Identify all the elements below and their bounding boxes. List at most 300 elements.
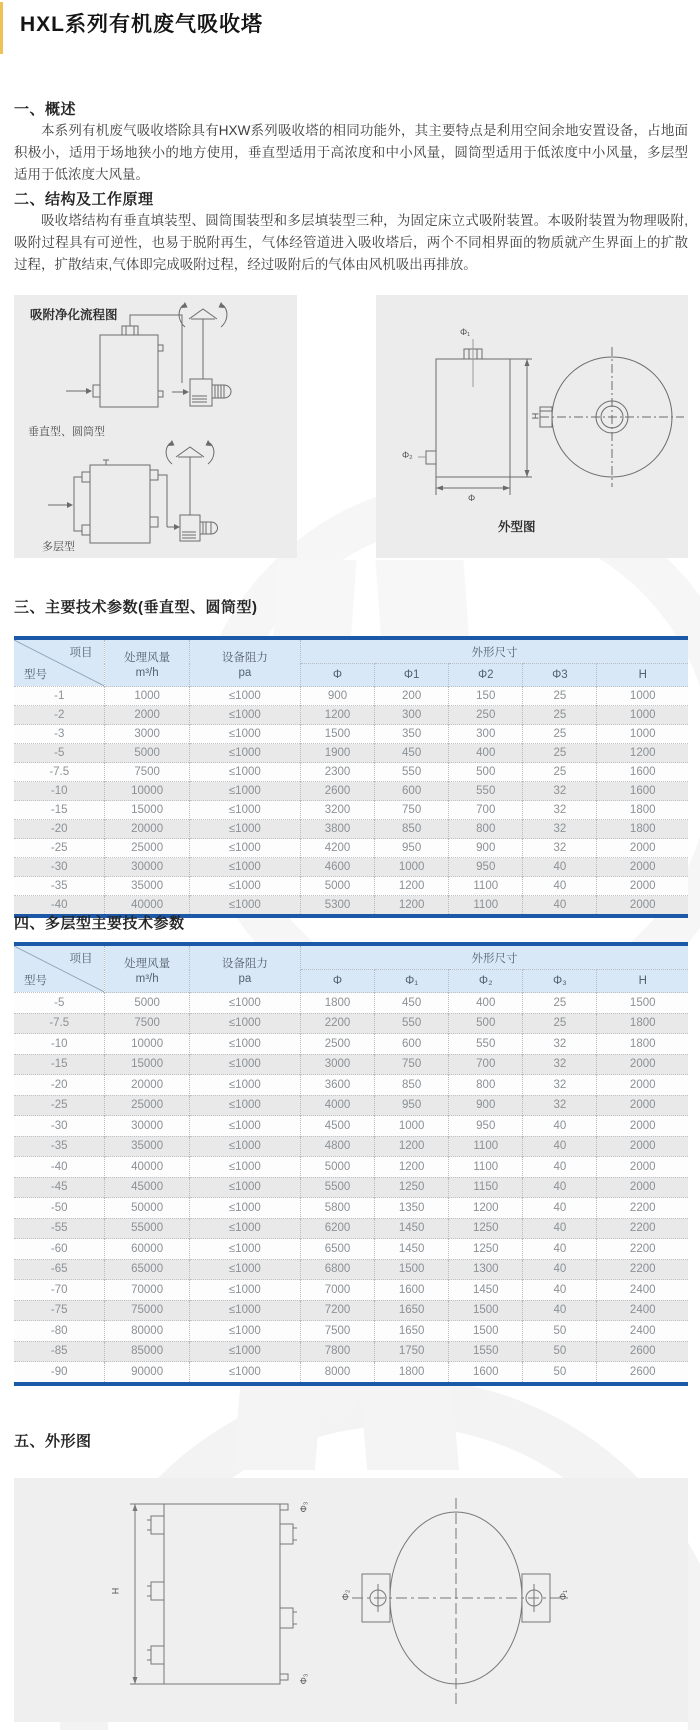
- table-cell: 40: [523, 1116, 597, 1137]
- table-cell: 25: [523, 763, 597, 782]
- table-cell: 1800: [300, 993, 374, 1014]
- table-cell: 32: [523, 839, 597, 858]
- table-cell: ≤1000: [189, 1034, 300, 1055]
- table-row: [14, 1321, 688, 1342]
- table-cell: 1750: [375, 1341, 449, 1362]
- table-cell: 1450: [449, 1280, 523, 1301]
- table-row: [14, 687, 688, 706]
- table-cell: 40: [523, 1177, 597, 1198]
- table-cell: 1600: [449, 1362, 523, 1382]
- table-cell: 30000: [105, 1116, 189, 1137]
- table-cell: 500: [449, 763, 523, 782]
- table-cell: 600: [375, 782, 449, 801]
- table-cell: -3: [14, 725, 105, 744]
- table-cell: 50000: [105, 1198, 189, 1219]
- table-cell: -7.5: [14, 1013, 105, 1034]
- table-cell: ≤1000: [189, 1198, 300, 1219]
- table-cell: 15000: [105, 1054, 189, 1075]
- table-cell: 25000: [105, 1095, 189, 1116]
- table-cell: 32: [523, 1054, 597, 1075]
- table-cell: ≤1000: [189, 782, 300, 801]
- table-cell: 1450: [375, 1218, 449, 1239]
- table-row: [14, 1198, 688, 1219]
- table-cell: 2200: [597, 1198, 688, 1219]
- table-row: [14, 858, 688, 877]
- corner-header-cell: [14, 640, 105, 687]
- table-cell: 40: [523, 1280, 597, 1301]
- table-cell: 3600: [300, 1075, 374, 1096]
- table-cell: 45000: [105, 1177, 189, 1198]
- table-cell: 5000: [105, 744, 189, 763]
- table-cell: 8000: [300, 1362, 374, 1382]
- table-cell: 1000: [597, 687, 688, 706]
- table-cell: 1250: [449, 1218, 523, 1239]
- table-cell: 10000: [105, 1034, 189, 1055]
- table-cell: -50: [14, 1198, 105, 1219]
- table-cell: ≤1000: [189, 725, 300, 744]
- table-cell: -7.5: [14, 763, 105, 782]
- page-title: HXL系列有机废气吸收塔: [20, 13, 263, 36]
- table-row: [14, 1075, 688, 1096]
- dim-col-header: Φ: [300, 664, 374, 687]
- table-cell: 32: [523, 820, 597, 839]
- table-cell: ≤1000: [189, 706, 300, 725]
- table-cell: 1250: [449, 1239, 523, 1260]
- table-cell: -15: [14, 801, 105, 820]
- table-cell: 1000: [105, 687, 189, 706]
- table-cell: 4600: [300, 858, 374, 877]
- table-cell: -65: [14, 1259, 105, 1280]
- table-cell: 25: [523, 725, 597, 744]
- table-cell: -10: [14, 782, 105, 801]
- table-cell: 85000: [105, 1341, 189, 1362]
- table-cell: 7200: [300, 1300, 374, 1321]
- table-cell: 2000: [597, 1136, 688, 1157]
- table-cell: 1550: [449, 1341, 523, 1362]
- table-cell: -80: [14, 1321, 105, 1342]
- table-cell: 32: [523, 1095, 597, 1116]
- table2-heading: 四、多层型主要技术参数: [14, 915, 185, 932]
- table-cell: -90: [14, 1362, 105, 1382]
- page-edge-accent: [0, 2, 3, 54]
- table-row: [14, 782, 688, 801]
- table-cell: -20: [14, 820, 105, 839]
- table-cell: -35: [14, 1136, 105, 1157]
- table-cell: -30: [14, 858, 105, 877]
- table-cell: -5: [14, 744, 105, 763]
- table-row: [14, 820, 688, 839]
- phi3-top-label: Φ₃: [298, 1501, 309, 1513]
- corner-top-label: 项目: [69, 647, 93, 659]
- table-cell: 5000: [105, 993, 189, 1014]
- outline-panel-top: [376, 295, 688, 558]
- table-cell: 900: [449, 839, 523, 858]
- table-cell: 1500: [375, 1259, 449, 1280]
- table-cell: 35000: [105, 877, 189, 896]
- phi3-bottom-label: Φ₃: [298, 1673, 309, 1685]
- table-cell: 35000: [105, 1136, 189, 1157]
- table-cell: ≤1000: [189, 1136, 300, 1157]
- dim-col-header: Φ₁: [375, 970, 449, 993]
- table-cell: 5000: [300, 1157, 374, 1178]
- table-cell: 400: [449, 993, 523, 1014]
- table-cell: 1100: [449, 896, 523, 915]
- table-row: [14, 1218, 688, 1239]
- table-cell: 25000: [105, 839, 189, 858]
- table-cell: 40000: [105, 1157, 189, 1178]
- table-cell: 450: [375, 744, 449, 763]
- table-cell: 50: [523, 1341, 597, 1362]
- table-cell: 1000: [375, 858, 449, 877]
- table-cell: 2200: [597, 1239, 688, 1260]
- table-cell: 40: [523, 1218, 597, 1239]
- table-cell: 1200: [300, 706, 374, 725]
- table-cell: 1500: [300, 725, 374, 744]
- table-cell: 550: [449, 782, 523, 801]
- table-cell: 6800: [300, 1259, 374, 1280]
- table-cell: 550: [449, 1034, 523, 1055]
- table-cell: -25: [14, 839, 105, 858]
- table-cell: 450: [375, 993, 449, 1014]
- height-dim-label: H: [110, 1587, 121, 1595]
- table-cell: 2000: [597, 896, 688, 915]
- table-cell: 2600: [597, 1362, 688, 1382]
- table-cell: -45: [14, 1177, 105, 1198]
- table-cell: 1500: [449, 1300, 523, 1321]
- table-cell: 600: [375, 1034, 449, 1055]
- table-cell: 2200: [597, 1218, 688, 1239]
- table-row: [14, 1239, 688, 1260]
- table-cell: 32: [523, 1034, 597, 1055]
- corner-bottom-label: 型号: [24, 975, 47, 987]
- table-cell: 550: [375, 1013, 449, 1034]
- table-cell: 1800: [597, 1013, 688, 1034]
- table-cell: 400: [449, 744, 523, 763]
- table-cell: 1300: [449, 1259, 523, 1280]
- table-row: [14, 725, 688, 744]
- table-cell: 500: [449, 1013, 523, 1034]
- table-cell: ≤1000: [189, 858, 300, 877]
- table-cell: 4500: [300, 1116, 374, 1137]
- table-row: [14, 1280, 688, 1301]
- table-cell: 1800: [597, 820, 688, 839]
- table-cell: 4800: [300, 1136, 374, 1157]
- table-cell: 2400: [597, 1280, 688, 1301]
- flow-diagram-title: 吸附净化流程图: [30, 308, 118, 322]
- table-cell: 850: [375, 1075, 449, 1096]
- table-cell: 950: [449, 1116, 523, 1137]
- multilayer-type-label: 多层型: [42, 541, 75, 553]
- corner-bottom-label: 型号: [24, 669, 47, 681]
- table-cell: 1800: [375, 1362, 449, 1382]
- table-cell: 1800: [597, 1034, 688, 1055]
- table-cell: 7500: [105, 1013, 189, 1034]
- table-row: [14, 1136, 688, 1157]
- table-cell: 32: [523, 782, 597, 801]
- table-cell: 2000: [597, 877, 688, 896]
- table-cell: 70000: [105, 1280, 189, 1301]
- table-cell: ≤1000: [189, 687, 300, 706]
- table-cell: 2000: [105, 706, 189, 725]
- table-cell: 65000: [105, 1259, 189, 1280]
- outline-panel-bottom: [14, 1478, 688, 1722]
- table-cell: 1350: [375, 1198, 449, 1219]
- table-cell: 1450: [375, 1239, 449, 1260]
- table-cell: 950: [449, 858, 523, 877]
- table-cell: ≤1000: [189, 1280, 300, 1301]
- table-cell: ≤1000: [189, 1054, 300, 1075]
- table-cell: ≤1000: [189, 744, 300, 763]
- table-cell: ≤1000: [189, 993, 300, 1014]
- table-row: [14, 1300, 688, 1321]
- table-cell: 850: [375, 820, 449, 839]
- multilayer-type-table: [14, 946, 688, 1382]
- vertical-type-label: 垂直型、圆筒型: [28, 426, 105, 438]
- table-cell: 90000: [105, 1362, 189, 1382]
- table-cell: -10: [14, 1034, 105, 1055]
- table-cell: 1500: [449, 1321, 523, 1342]
- table-cell: 2300: [300, 763, 374, 782]
- table-cell: -20: [14, 1075, 105, 1096]
- table-cell: ≤1000: [189, 1075, 300, 1096]
- table-cell: 25: [523, 744, 597, 763]
- multilayer-type-table-wrap: [14, 942, 688, 1386]
- table-cell: -75: [14, 1300, 105, 1321]
- table-cell: 3800: [300, 820, 374, 839]
- table-row: [14, 1157, 688, 1178]
- table-cell: 7500: [105, 763, 189, 782]
- table-cell: ≤1000: [189, 1341, 300, 1362]
- table-cell: 10000: [105, 782, 189, 801]
- flow-diagram-panel: [14, 295, 297, 558]
- table-cell: ≤1000: [189, 877, 300, 896]
- phi1-label: Φ₁: [558, 1589, 569, 1601]
- table-cell: 2000: [597, 1177, 688, 1198]
- dim-col-header: Φ: [300, 970, 374, 993]
- table-cell: 950: [375, 839, 449, 858]
- table-cell: 40: [523, 1157, 597, 1178]
- table-cell: 200: [375, 687, 449, 706]
- table-cell: 800: [449, 1075, 523, 1096]
- table-cell: 1650: [375, 1321, 449, 1342]
- table-cell: 55000: [105, 1218, 189, 1239]
- outline-drawing-bottom: [14, 1478, 688, 1722]
- table-cell: 40: [523, 896, 597, 915]
- table-cell: 1600: [375, 1280, 449, 1301]
- table-cell: ≤1000: [189, 1177, 300, 1198]
- table-cell: 1100: [449, 1136, 523, 1157]
- table-cell: 750: [375, 801, 449, 820]
- vertical-type-table-wrap: [14, 636, 688, 918]
- dimensions-group-header: 外形尺寸: [300, 946, 688, 970]
- table-cell: 32: [523, 801, 597, 820]
- outline-caption: 外型图: [498, 520, 536, 534]
- table-cell: 40: [523, 1239, 597, 1260]
- table-cell: -40: [14, 1157, 105, 1178]
- table-cell: 2600: [300, 782, 374, 801]
- table-cell: 1000: [375, 1116, 449, 1137]
- table-cell: 4200: [300, 839, 374, 858]
- table-cell: 50: [523, 1362, 597, 1382]
- table-cell: -15: [14, 1054, 105, 1075]
- overview-heading: 一、概述: [14, 101, 77, 118]
- table-row: [14, 1034, 688, 1055]
- phi2-label: Φ₂: [402, 450, 413, 460]
- airflow-header: 处理风量 m³/h: [105, 640, 189, 687]
- table-cell: -1: [14, 687, 105, 706]
- resistance-header: 设备阻力 pa: [189, 946, 300, 993]
- table-row: [14, 763, 688, 782]
- table-cell: ≤1000: [189, 1362, 300, 1382]
- table-cell: 900: [449, 1095, 523, 1116]
- table-cell: 40: [523, 858, 597, 877]
- phi1-label: Φ₁: [460, 327, 471, 337]
- table-cell: 1200: [375, 877, 449, 896]
- table-cell: 40: [523, 1136, 597, 1157]
- table-cell: 50: [523, 1321, 597, 1342]
- table-cell: ≤1000: [189, 1259, 300, 1280]
- table-cell: 2400: [597, 1300, 688, 1321]
- overview-paragraph: 本系列有机废气吸收塔除具有HXW系列吸收塔的相同功能外，其主要特点是利用空间余地安置设备，占地面积极小，适用于场地狭小的地方使用，垂直型适用于高浓度和中小风量，圆筒型适用于低浓度中小风量，多层型适用于低浓度大风量。: [14, 123, 688, 182]
- table-cell: ≤1000: [189, 1300, 300, 1321]
- table-cell: 3200: [300, 801, 374, 820]
- table-cell: ≤1000: [189, 1116, 300, 1137]
- dim-col-header: Φ₂: [449, 970, 523, 993]
- structure-heading: 二、结构及工作原理: [14, 191, 154, 208]
- table-cell: 1650: [375, 1300, 449, 1321]
- table-cell: ≤1000: [189, 801, 300, 820]
- table-cell: -35: [14, 877, 105, 896]
- table-cell: 6500: [300, 1239, 374, 1260]
- table-cell: -30: [14, 1116, 105, 1137]
- table-row: [14, 1116, 688, 1137]
- phi-dim-label: Φ: [468, 493, 476, 503]
- table-row: [14, 993, 688, 1014]
- table-cell: 6200: [300, 1218, 374, 1239]
- table-cell: 5000: [300, 877, 374, 896]
- outline-bottom-heading: 五、外形图: [14, 1433, 92, 1450]
- table-cell: 7500: [300, 1321, 374, 1342]
- table-cell: 700: [449, 1054, 523, 1075]
- table-cell: ≤1000: [189, 1218, 300, 1239]
- dimensions-group-header: 外形尺寸: [300, 640, 688, 664]
- table-cell: 80000: [105, 1321, 189, 1342]
- table-cell: 32: [523, 1075, 597, 1096]
- table-cell: ≤1000: [189, 1157, 300, 1178]
- table-cell: 150: [449, 687, 523, 706]
- table-row: [14, 1054, 688, 1075]
- table-cell: -2: [14, 706, 105, 725]
- table-cell: 1100: [449, 1157, 523, 1178]
- table-cell: 350: [375, 725, 449, 744]
- table-cell: ≤1000: [189, 763, 300, 782]
- table-cell: -60: [14, 1239, 105, 1260]
- table-cell: 1200: [375, 1136, 449, 1157]
- table-cell: ≤1000: [189, 896, 300, 915]
- table-cell: 1000: [597, 725, 688, 744]
- dim-col-header: Φ1: [375, 664, 449, 687]
- table-cell: 800: [449, 820, 523, 839]
- table-cell: 700: [449, 801, 523, 820]
- table-cell: 750: [375, 1054, 449, 1075]
- phi2-label: Φ₂: [340, 1589, 351, 1601]
- table-cell: 4000: [300, 1095, 374, 1116]
- table-row: [14, 801, 688, 820]
- table-cell: 1200: [375, 1157, 449, 1178]
- table-row: [14, 1362, 688, 1382]
- table-cell: 40: [523, 1198, 597, 1219]
- table-row: [14, 1095, 688, 1116]
- table-cell: 40: [523, 877, 597, 896]
- table-cell: ≤1000: [189, 1239, 300, 1260]
- table-cell: 2400: [597, 1321, 688, 1342]
- table-row: [14, 1341, 688, 1362]
- dim-col-header: Φ₃: [523, 970, 597, 993]
- table-row: [14, 744, 688, 763]
- table-cell: 1900: [300, 744, 374, 763]
- table-row: [14, 839, 688, 858]
- table-cell: -70: [14, 1280, 105, 1301]
- table-cell: 40000: [105, 896, 189, 915]
- table-cell: 3000: [300, 1054, 374, 1075]
- table-cell: 950: [375, 1095, 449, 1116]
- table-cell: 25: [523, 993, 597, 1014]
- table-cell: 15000: [105, 801, 189, 820]
- table-cell: 25: [523, 706, 597, 725]
- table-cell: 75000: [105, 1300, 189, 1321]
- table-cell: 1200: [375, 896, 449, 915]
- airflow-header: 处理风量 m³/h: [105, 946, 189, 993]
- table-cell: 1500: [597, 993, 688, 1014]
- table-cell: 1250: [375, 1177, 449, 1198]
- table-cell: 2200: [300, 1013, 374, 1034]
- table-cell: 550: [375, 763, 449, 782]
- corner-header-cell: [14, 946, 105, 993]
- table-cell: 20000: [105, 820, 189, 839]
- structure-paragraph: 吸收塔结构有垂直填装型、圆筒围装型和多层填装型三种，为固定床立式吸附装置。本吸附装置为物理吸附,吸附过程具有可逆性，也易于脱附再生，气体经管道进入吸收塔后，两个不同相界面的物质就产生界面上的扩散过程，扩散结束,气体即完成吸附过程，经过吸附后的气体由风机吸出再排放。: [14, 213, 688, 272]
- table-row: [14, 1013, 688, 1034]
- table-cell: 20000: [105, 1075, 189, 1096]
- table-cell: 1100: [449, 877, 523, 896]
- resistance-header: 设备阻力 pa: [189, 640, 300, 687]
- table-cell: 2000: [597, 839, 688, 858]
- table-cell: 1200: [449, 1198, 523, 1219]
- height-dim-label: H: [530, 412, 541, 420]
- table-cell: 2000: [597, 1116, 688, 1137]
- table-cell: -5: [14, 993, 105, 1014]
- table-cell: 5300: [300, 896, 374, 915]
- table-cell: 2000: [597, 1075, 688, 1096]
- table-cell: 1600: [597, 782, 688, 801]
- table-cell: ≤1000: [189, 1095, 300, 1116]
- table-cell: ≤1000: [189, 839, 300, 858]
- dim-col-header: H: [597, 664, 688, 687]
- table-cell: 25: [523, 687, 597, 706]
- table-cell: 25: [523, 1013, 597, 1034]
- table-cell: 1000: [597, 706, 688, 725]
- dim-col-header: H: [597, 970, 688, 993]
- table-cell: 2200: [597, 1259, 688, 1280]
- table-cell: 300: [375, 706, 449, 725]
- table-cell: -25: [14, 1095, 105, 1116]
- table-cell: 1600: [597, 763, 688, 782]
- dim-col-header: Φ3: [523, 664, 597, 687]
- table-cell: 2500: [300, 1034, 374, 1055]
- table-cell: 2000: [597, 1095, 688, 1116]
- table1-heading: 三、主要技术参数(垂直型、圆筒型): [14, 599, 258, 616]
- table-cell: 250: [449, 706, 523, 725]
- table-cell: 300: [449, 725, 523, 744]
